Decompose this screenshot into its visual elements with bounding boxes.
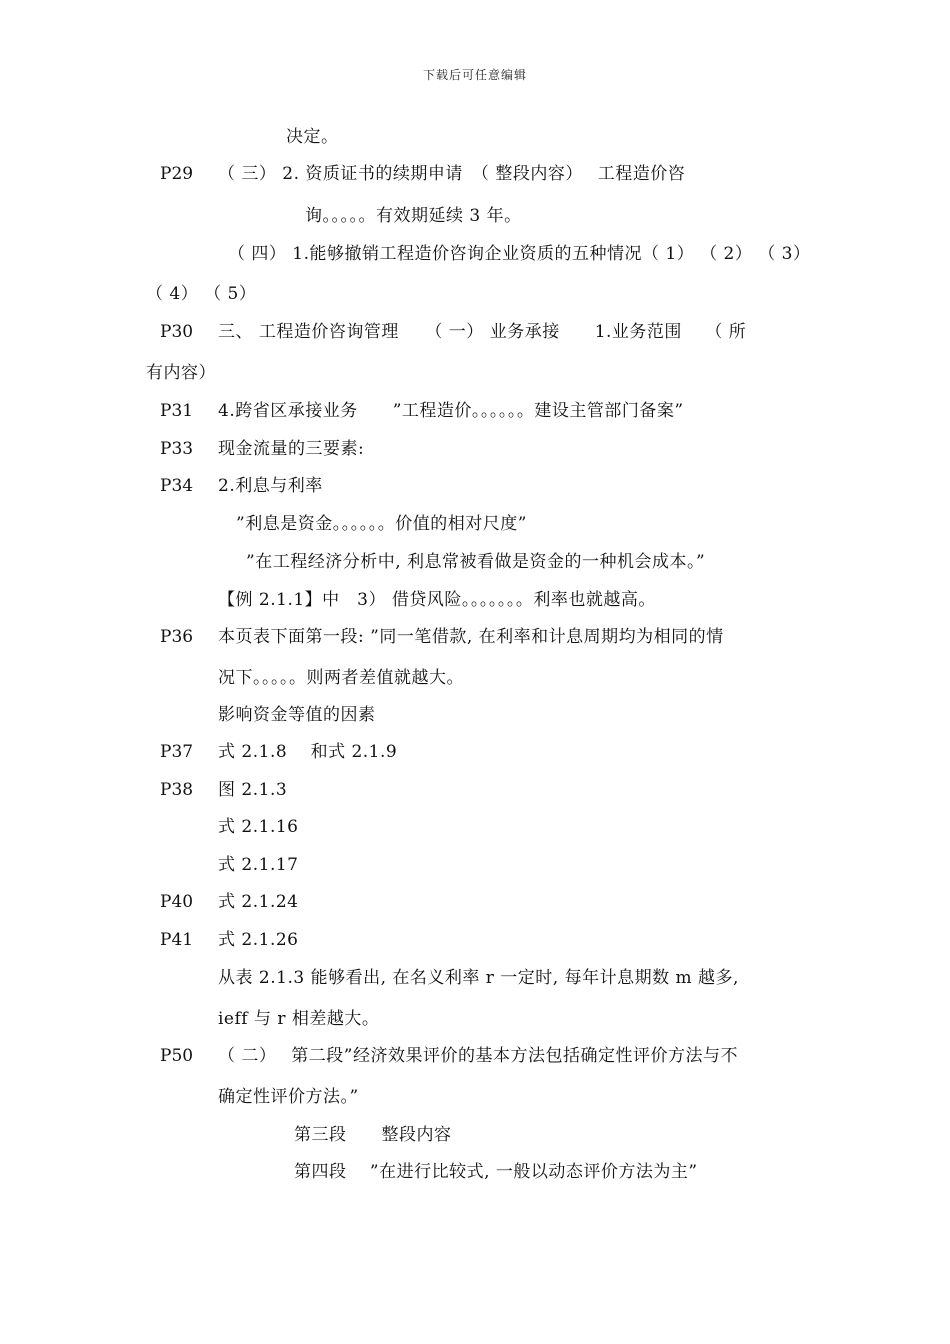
text-line: 2.利息与利率	[218, 476, 323, 496]
page-ref: P38	[160, 780, 194, 800]
text-line: ”利息是资金。。。。。。价值的相对尺度”	[236, 514, 527, 534]
text-line: 式 2.1.8 和式 2.1.9	[218, 742, 398, 762]
page-ref: P37	[160, 742, 194, 762]
text-line: 从表 2.1.3 能够看出, 在名义利率 r 一定时, 每年计息期数 m 越多,	[218, 968, 739, 988]
page-ref: P33	[160, 439, 194, 459]
text-line: 式 2.1.26	[218, 930, 299, 950]
text-line: 现金流量的三要素:	[218, 439, 365, 459]
text-line: 本页表下面第一段: ”同一笔借款, 在利率和计息周期均为相同的情	[218, 627, 724, 647]
text-line: 询。。。。。有效期延续 3 年。	[305, 206, 522, 226]
text-line: 【例 2.1.1】中 3） 借贷风险。。。。。。。利率也就越高。	[218, 590, 656, 610]
text-line: （ 四） 1.能够撤销工程造价咨询企业资质的五种情况（ 1） （ 2） （ 3）	[228, 244, 811, 264]
page-ref: P41	[160, 930, 194, 950]
text-line: 图 2.1.3	[218, 780, 288, 800]
text-line: 式 2.1.24	[218, 892, 299, 912]
text-line: 三、 工程造价咨询管理 （ 一） 业务承接 1.业务范围 （ 所	[218, 322, 747, 342]
text-line: 有内容）	[146, 363, 216, 383]
text-line: （ 三） 2. 资质证书的续期申请 （ 整段内容） 工程造价咨	[218, 164, 686, 184]
text-line: （ 4） （ 5）	[146, 284, 257, 304]
page-ref: P30	[160, 322, 194, 342]
text-line: 第三段 整段内容	[294, 1125, 452, 1145]
page-ref: P40	[160, 892, 194, 912]
page-ref: P29	[160, 164, 194, 184]
text-line: 式 2.1.16	[218, 817, 299, 837]
text-line: （ 二） 第二段”经济效果评价的基本方法包括确定性评价方法与不	[218, 1046, 738, 1066]
text-line: ”在工程经济分析中, 利息常被看做是资金的一种机会成本。”	[246, 552, 706, 572]
page-ref: P50	[160, 1046, 194, 1066]
text-line: 4.跨省区承接业务 ”工程造价。。。。。。建设主管部门备案”	[218, 401, 684, 421]
text-line: 况下。。。。。则两者差值就越大。	[218, 668, 464, 688]
text-line: 决定。	[286, 127, 339, 147]
page-ref: P31	[160, 401, 194, 421]
text-line: 式 2.1.17	[218, 855, 299, 875]
page-ref: P34	[160, 476, 194, 496]
text-line: ieff 与 r 相差越大。	[218, 1009, 380, 1029]
page-header: 下载后可任意编辑	[422, 68, 527, 82]
text-line: 第四段 ”在进行比较式, 一般以动态评价方法为主”	[294, 1162, 698, 1182]
text-line: 影响资金等值的因素	[218, 705, 376, 725]
text-line: 确定性评价方法。”	[218, 1087, 359, 1107]
page-ref: P36	[160, 627, 194, 647]
